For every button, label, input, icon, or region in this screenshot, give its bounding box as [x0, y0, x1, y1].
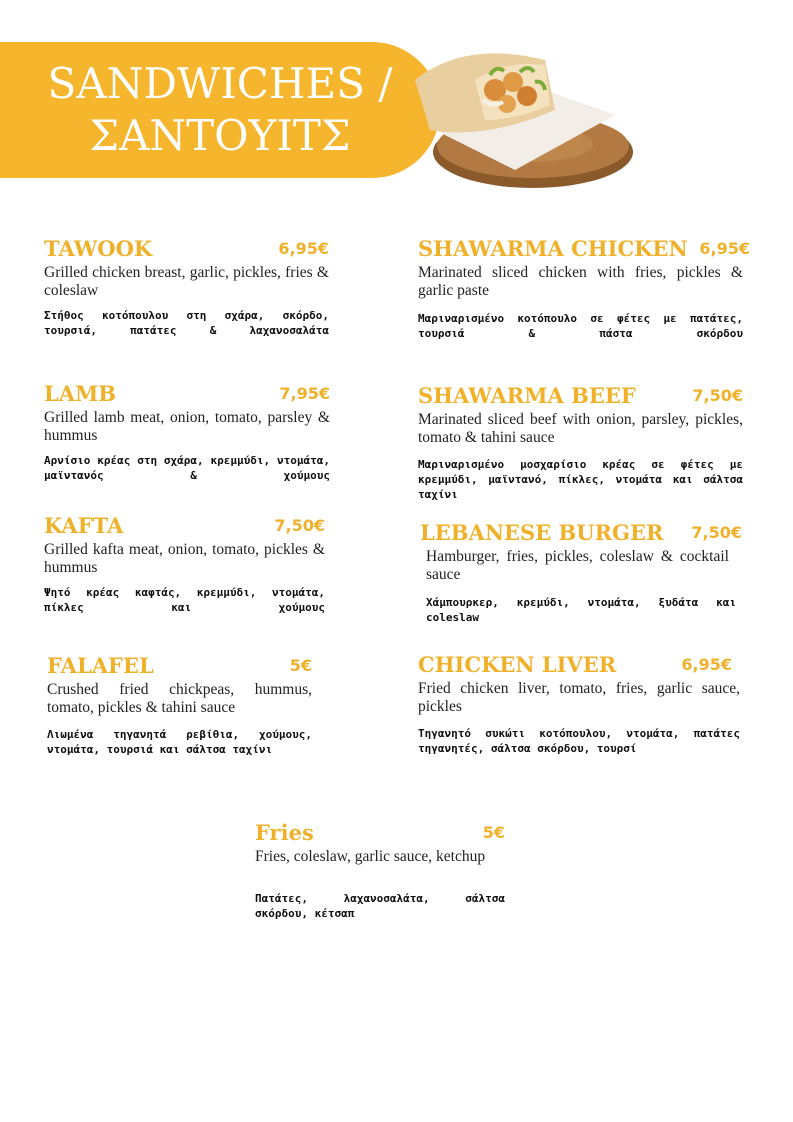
item-price: 7,50€ [692, 386, 743, 405]
item-description: Grilled kafta meat, onion, tomato, pickles & hummus [44, 541, 325, 576]
item-price: 6,95€ [681, 655, 732, 674]
page-title-line1: SANDWICHES / [47, 59, 393, 108]
item-description: Marinated sliced chicken with fries, pickles & garlic paste [418, 264, 743, 299]
item-name: FALAFEL [47, 653, 154, 678]
item-name: LEBANESE BURGER [420, 520, 664, 545]
item-name: SHAWARMA CHICKEN [418, 236, 688, 261]
item-description: Grilled lamb meat, onion, tomato, parsley & hummus [44, 409, 330, 444]
page-title [0, 58, 440, 162]
item-greek-description: Αρνίσιο κρέας στη σχάρα, κρεμμύδι, ντομάτα, μαϊντανός & χούμους [44, 454, 330, 482]
item-description: Crushed fried chickpeas, hummus, tomato, pickles & tahini sauce [47, 681, 312, 716]
item-name: SHAWARMA BEEF [418, 383, 636, 408]
item-description: Grilled chicken breast, garlic, pickles, fries & coleslaw [44, 264, 329, 299]
item-name: KAFTA [44, 513, 124, 538]
item-price: 5€ [289, 656, 312, 675]
item-price: 7,50€ [274, 516, 325, 535]
item-greek-description: Πατάτες, λαχανοσαλάτα, σάλτσα σκόρδου, κέτσαπ [255, 892, 505, 920]
item-greek-description: Τηγανητό συκώτι κοτόπουλου, ντομάτα, πατάτες τηγανητές, σάλτσα σκόρδου, τουρσί [418, 727, 740, 755]
item-name: LAMB [44, 381, 117, 406]
item-description: Fries, coleslaw, garlic sauce, ketchup [255, 848, 486, 865]
item-description: Fried chicken liver, tomato, fries, garlic sauce, pickles [418, 680, 740, 715]
item-greek-description: Στήθος κοτόπουλου στη σχάρα, σκόρδο, τουρσιά, πατάτες & λαχανοσαλάτα [44, 309, 329, 337]
item-greek-description: Μαριναρισμένο μοσχαρίσιο κρέας σε φέτες με κρεμμύδι, μαϊντανό, πίκλες, ντομάτα και σάλτσα ταχίνι [418, 458, 743, 501]
item-greek-description: Λιωμένα τηγανητά ρεβίθια, χούμους, ντομάτα, τουρσιά και σάλτσα ταχίνι [47, 728, 312, 756]
item-description: Hamburger, fries, pickles, coleslaw & cocktail sauce [426, 548, 729, 583]
wrap-sandwich-photo-icon [395, 20, 635, 190]
item-name: CHICKEN LIVER [418, 652, 617, 677]
page-title-line2: ΣΑΝΤΟΥΙΤΣ [89, 111, 351, 160]
item-price: 5€ [482, 823, 505, 842]
item-name: TAWOOK [44, 236, 153, 261]
item-name: Fries [255, 820, 314, 845]
item-description: Marinated sliced beef with onion, parsley, pickles, tomato & tahini sauce [418, 411, 743, 446]
item-greek-description: Χάμπουρκερ, κρεμύδι, ντομάτα, ξυδάτα και coleslaw [426, 596, 736, 624]
item-greek-description: Μαριναρισμένο κοτόπουλο σε φέτες με πατάτες, τουρσιά & πάστα σκόρδου [418, 312, 743, 340]
item-price: 6,95€ [278, 239, 329, 258]
item-greek-description: Ψητό κρέας καφτάς, κρεμμύδι, ντομάτα, πίκλες και χούμους [44, 586, 325, 614]
item-price: 7,50€ [691, 523, 742, 542]
item-price: 6,95€ [699, 239, 750, 258]
item-price: 7,95€ [279, 384, 330, 403]
